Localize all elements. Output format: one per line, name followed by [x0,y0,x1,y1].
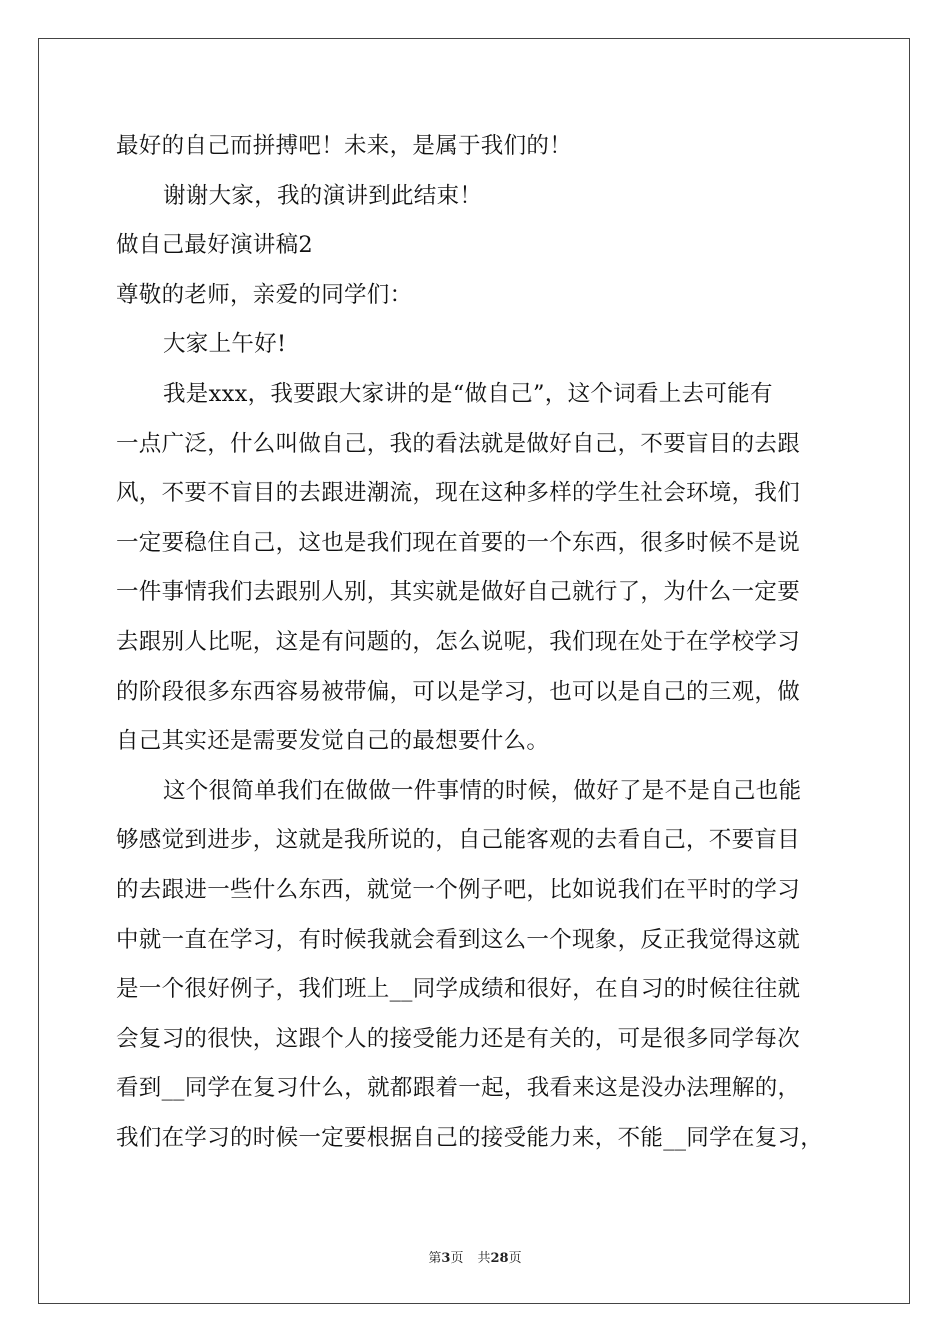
current-page-number: 3 [441,1251,451,1266]
text-line-18: 是一个很好例子，我们班上__同学成绩和很好，在自习的时候往往就 [116,976,801,1003]
text-line-19: 会复习的很快，这跟个人的接受能力还是有关的，可是很多同学每次 [116,1025,801,1052]
text-line-9: 一定要稳住自己，这也是我们现在首要的一个东西，很多时候不是说 [116,529,801,556]
text-line-12: 的阶段很多东西容易被带偏，可以是学习，也可以是自己的三观，做 [116,678,801,705]
page-prefix: 第 [428,1251,442,1266]
page-unit: 页 [450,1251,464,1266]
text-line-21: 我们在学习的时候一定要根据自己的接受能力来，不能__同学在复习， [116,1124,824,1151]
page-footer [0,1247,950,1266]
text-line-16: 的去跟进一些什么东西，就觉一个例子吧，比如说我们在平时的学习 [116,876,801,903]
text-line-8: 风，不要不盲目的去跟进潮流，现在这种多样的学生社会环境，我们 [116,480,801,507]
text-line-15: 够感觉到进步，这就是我所说的，自己能客观的去看自己，不要盲目 [116,827,801,854]
text-line-20: 看到__同学在复习什么，就都跟着一起，我看来这是没办法理解的， [116,1075,801,1102]
text-line-14: 这个很简单我们在做做一件事情的时候，做好了是不是自己也能 [163,777,802,804]
text-line-10: 一件事情我们去跟别人别，其实就是做好自己就行了，为什么一定要 [116,579,801,606]
total-unit: 页 [508,1251,522,1266]
text-line-13: 自己其实还是需要发觉自己的最想要什么。 [116,728,550,755]
total-page-count: 28 [490,1251,509,1266]
text-line-1: 最好的自己而拼搏吧！未来，是属于我们的！ [116,133,573,159]
text-line-17: 中就一直在学习，有时候我就会看到这么一个现象，反正我觉得这就 [116,926,801,953]
document-body [116,122,836,1163]
salutation: 尊敬的老师，亲爱的同学们： [116,281,413,308]
text-line-6: 我是xxx，我要跟大家讲的是“做自己”，这个词看上去可能有 [163,380,773,407]
text-line-11: 去跟别人比呢，这是有问题的，怎么说呢，我们现在处于在学校学习 [116,628,801,655]
text-line-7: 一点广泛，什么叫做自己，我的看法就是做好自己，不要盲目的去跟 [116,430,801,457]
greeting: 大家上午好! [163,331,287,358]
section-heading: 做自己最好演讲稿2 [116,232,314,259]
text-line-2: 谢谢大家，我的演讲到此结束！ [163,182,483,209]
total-prefix: 共 [477,1251,491,1266]
